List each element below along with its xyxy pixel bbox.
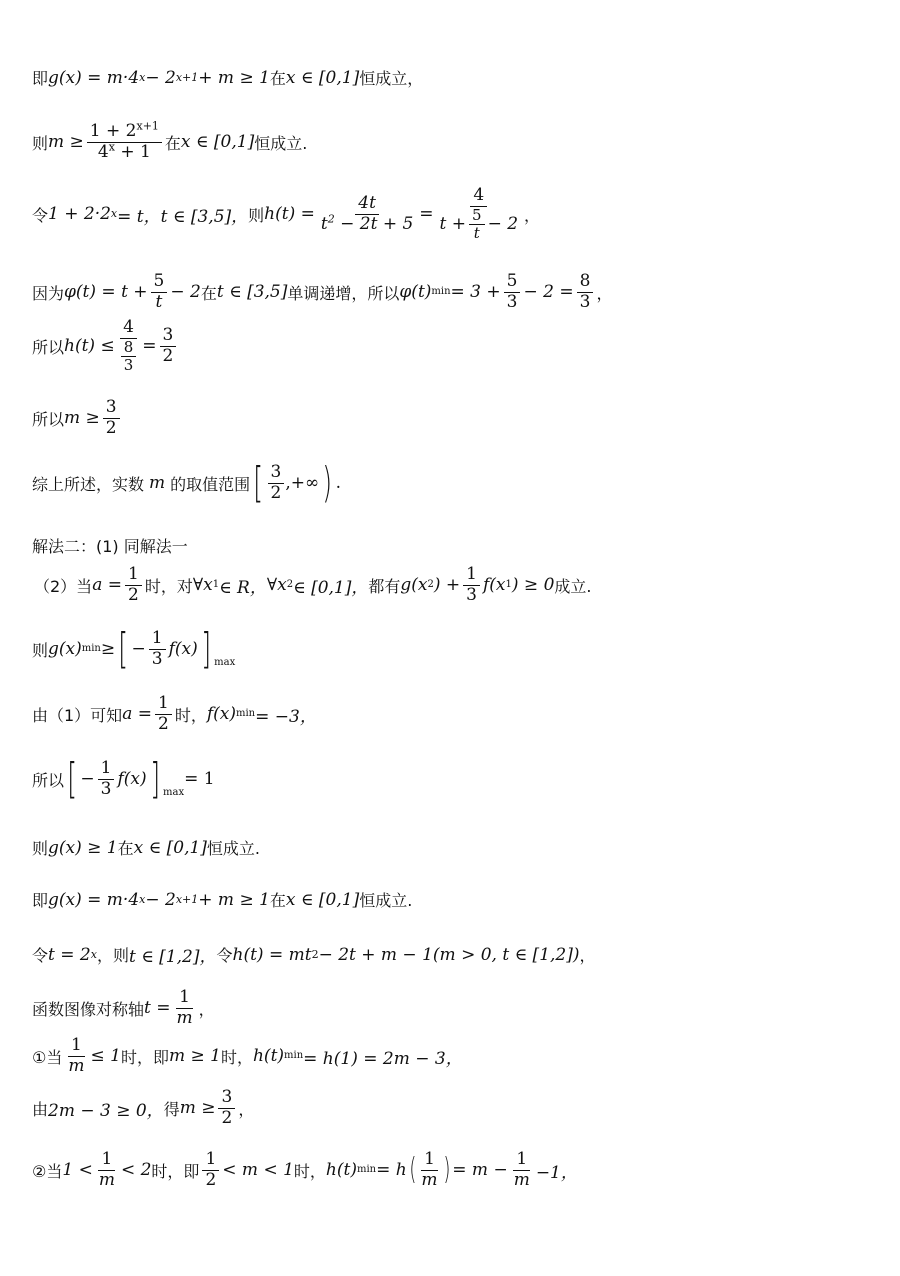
math: ≤ 1	[90, 1046, 121, 1067]
text: 则	[32, 839, 49, 858]
text: 则	[32, 640, 49, 660]
math: x ∈ [0,1]	[285, 889, 360, 910]
math: = h	[376, 1160, 407, 1181]
math: m	[149, 473, 166, 493]
math: g(x) ≥ 1	[48, 837, 118, 858]
text: 即	[32, 891, 49, 910]
text: 时，	[220, 1047, 253, 1067]
fraction: $\frac{1}{m}$	[513, 1149, 530, 1190]
text: ，	[198, 999, 215, 1019]
math: f(x	[483, 575, 506, 596]
line-16	[32, 988, 215, 1028]
math: = 1	[184, 769, 215, 789]
text: 在	[269, 69, 286, 88]
math: =	[142, 336, 157, 357]
math: ∀x	[266, 575, 287, 596]
left-bracket: [	[253, 458, 264, 507]
line-13	[32, 836, 260, 859]
text: ，	[238, 1099, 255, 1119]
math: g(x) = m·4	[48, 889, 140, 910]
text: 在	[117, 839, 134, 858]
line-9: （2）当 a = $\frac{1}{2}$ 时，对 ∀x 1 ∈ R， ∀x 2 ∈ [0,1]， 都有 g(x 2 ) + $\frac{1}{3}$ f(x 1 ) ≥ 0 成立.	[34, 564, 592, 605]
math: m ≥	[179, 1098, 216, 1119]
math: = 3 +	[450, 282, 501, 303]
math: t ∈ [1,2]，	[128, 947, 217, 967]
fraction: $\frac{1}{m}$	[421, 1149, 438, 1190]
fraction: $\frac{1}{3}$	[463, 565, 480, 605]
text: 成立.	[554, 576, 592, 596]
text: 解法二：(1) 同解法一	[32, 537, 188, 556]
text: 令	[216, 946, 233, 965]
left-paren: (	[409, 1152, 417, 1188]
math: 2m − 3 ≥ 0，	[48, 1100, 164, 1121]
math: g(x)	[48, 639, 82, 659]
fraction: $\frac{3}{2}$	[268, 463, 285, 503]
math: + m ≥ 1	[198, 67, 270, 88]
line-3: 令 1 + 2·2 x = t，t ∈ [3,5]， 则 h(t) = $\frac{4t}{t^2 - 2t + 5}$ = 4 t + $\frac{5}{t}$ − 2 ，	[32, 185, 541, 242]
text: 所以	[32, 337, 65, 357]
text: 时，	[293, 1161, 326, 1181]
fraction: $\frac{1}{2}$	[202, 1150, 219, 1190]
fraction: $\frac{4t}{t^2 - 2t + 5}$	[320, 192, 414, 234]
math: ,+∞	[285, 473, 320, 493]
fraction: $\frac{3}{2}$	[160, 326, 177, 366]
text: 综上所述，实数	[32, 474, 145, 494]
math: ≥	[100, 639, 116, 659]
line-19: ②当 1 < $\frac{1}{m}$ < 2 时，即 $\frac{1}{2}$ < m < 1 时， h(t) min = h ( $\frac{1}{m}$ ) = m − $\frac{1}{m}$ −1，	[32, 1149, 578, 1190]
math: =	[419, 204, 434, 225]
math: −1，	[535, 1162, 578, 1183]
text: 即	[32, 69, 49, 88]
math: φ(t) = t +	[64, 282, 148, 303]
math: + m ≥ 1	[198, 889, 270, 910]
math: .	[335, 473, 341, 493]
math: = t，t ∈ [3,5]，	[117, 206, 249, 227]
line-11: 由（1）可知 a = $\frac{1}{2}$ 时， f(x) min = −3，	[32, 693, 317, 734]
text: （2）当	[34, 576, 93, 596]
text: 恒成立.	[206, 839, 261, 858]
math: h(t) =	[264, 204, 315, 225]
math: ∀x	[192, 575, 213, 596]
line-18	[32, 1088, 254, 1128]
right-paren: )	[442, 1152, 450, 1188]
text: 时，即	[120, 1047, 169, 1067]
text: 则	[248, 205, 265, 225]
line-1: 即 g(x) = m·4 x − 2 x+1 + m ≥ 1 在 x ∈ [0,1] 恒成立，	[32, 67, 424, 88]
fraction: $\frac{1}{3}$	[98, 759, 115, 799]
text: 则	[32, 133, 49, 153]
line-10: 则 g(x) min ≥ [ − $\frac{1}{3}$ f(x) ] $_{max}$	[32, 624, 236, 673]
text: 单调递增，所以	[287, 283, 400, 303]
math: t = 2	[48, 944, 91, 965]
text: ，	[579, 946, 596, 965]
math: m ≥	[48, 132, 84, 153]
math: −	[131, 639, 146, 659]
line-8	[32, 534, 188, 557]
text: 恒成立，	[359, 69, 424, 88]
fraction: $\frac{1}{m}$	[98, 1149, 115, 1190]
math: a =	[92, 575, 122, 596]
line-15: 令 t = 2 x ，则 t ∈ [1,2]， 令 h(t) = mt 2 − 2t + m − 1 (m > 0, t ∈ [1,2]) ，	[32, 942, 596, 967]
math: − 2	[145, 889, 176, 910]
line-4: 因为 φ(t) = t + $\frac{5}{t}$ − 2 在 t ∈ [3,5] 单调递增，所以 φ(t) min = 3 + $\frac{5}{3}$ − 2 = $\frac{8}{3}$ ，	[32, 271, 613, 312]
text: 在	[164, 133, 181, 153]
text: 令	[32, 205, 49, 225]
math: φ(t)	[399, 282, 432, 303]
line-6	[32, 398, 123, 438]
right-bracket: ]	[149, 754, 160, 803]
fraction: $\frac{1}{3}$	[149, 629, 166, 669]
text: ，	[596, 283, 613, 303]
math: < m < 1	[222, 1160, 294, 1181]
fraction: $\frac{5}{t}$	[151, 272, 168, 312]
math: m ≥ 1	[168, 1046, 221, 1067]
text: ，则	[96, 946, 129, 965]
math: g(x	[400, 575, 428, 596]
text: 恒成立.	[359, 891, 413, 910]
math: (m > 0, t ∈ [1,2])	[432, 944, 580, 965]
fraction: $\frac{5}{3}$	[504, 272, 521, 312]
text: 时，对	[144, 576, 193, 596]
right-bracket: ]	[201, 624, 211, 673]
math: t =	[144, 998, 171, 1019]
text: ①当	[32, 1047, 63, 1067]
math: ) ≥ 0	[511, 575, 555, 596]
math: t ∈ [3,5]	[216, 282, 288, 303]
math: − 2 =	[523, 282, 574, 303]
left-bracket: [	[118, 624, 129, 673]
fraction: $\frac{3}{2}$	[103, 398, 120, 438]
fraction: $\frac{8}{3}$	[577, 272, 594, 312]
math: x ∈ [0,1]	[180, 132, 255, 153]
math: 1 <	[62, 1160, 93, 1181]
text: 得	[163, 1099, 180, 1119]
math: = −3，	[255, 706, 317, 727]
math: f(x)	[168, 639, 198, 659]
fraction: $\frac{1 + 2^{x+1}}{4^x + 1}$	[87, 122, 162, 162]
text: 所以	[32, 409, 65, 429]
math: < 2	[120, 1160, 152, 1181]
text: 都有	[368, 576, 401, 596]
math: −	[80, 769, 95, 789]
math: m ≥	[64, 408, 100, 429]
math: − 2	[170, 282, 201, 303]
fraction: $\frac{3}{2}$	[218, 1088, 235, 1128]
text: 时，	[174, 705, 207, 725]
text: 时，即	[151, 1161, 200, 1181]
math: h(t)	[252, 1046, 285, 1067]
text: 恒成立.	[254, 133, 308, 153]
fraction: $\frac{1}{2}$	[155, 694, 172, 734]
fraction: $\frac{1}{2}$	[125, 565, 142, 605]
math: ∈ [0,1]，	[293, 577, 369, 598]
math: x ∈ [0,1]	[285, 67, 360, 88]
math: − 2	[145, 67, 176, 88]
math: f(x)	[206, 704, 236, 725]
text: 的取值范围	[170, 474, 251, 494]
text: 因为	[32, 283, 65, 303]
line-5	[32, 318, 179, 374]
line-12: 所以 [ − $\frac{1}{3}$ f(x) ] $_{max}$ = 1	[32, 754, 215, 803]
fraction: $\frac{1}{m}$	[176, 987, 193, 1028]
math: x ∈ [0,1]	[133, 837, 207, 858]
left-bracket: [	[67, 754, 78, 803]
math: h(t) = mt	[232, 944, 312, 965]
line-2	[32, 119, 308, 162]
math: a =	[122, 704, 152, 725]
math: = h(1) = 2m − 3，	[303, 1048, 463, 1069]
fraction: 4 t + $\frac{5}{t}$ − 2	[439, 185, 519, 242]
fraction: $\frac{1}{m}$	[68, 1035, 85, 1076]
line-14: 即 g(x) = m·4 x − 2 x+1 + m ≥ 1 在 x ∈ [0,1] 恒成立.	[32, 889, 413, 910]
text: ，	[524, 205, 541, 225]
math: ∈ R，	[219, 577, 267, 598]
math: g(x) = m·4	[48, 67, 140, 88]
math: − 2t + m − 1	[318, 944, 433, 965]
text: ②当	[32, 1161, 63, 1181]
math: h(t) ≤	[64, 336, 115, 357]
text: 函数图像对称轴	[32, 999, 145, 1019]
text: 令	[32, 946, 49, 965]
text: 由	[32, 1099, 49, 1119]
line-7	[32, 458, 341, 507]
math: 1 + 2·2	[48, 204, 111, 225]
text: 在	[200, 283, 217, 303]
math: ) +	[433, 575, 461, 596]
math: f(x)	[117, 769, 147, 789]
math: = m −	[452, 1160, 508, 1181]
text: 在	[269, 891, 286, 910]
right-paren: )	[322, 458, 333, 507]
line-17: ①当 $\frac{1}{m}$ ≤ 1 时，即 m ≥ 1 时， h(t) min = h(1) = 2m − 3，	[32, 1035, 463, 1076]
math: h(t)	[325, 1160, 357, 1181]
text: 所以	[32, 770, 65, 790]
text: 由（1）可知	[32, 705, 123, 725]
fraction: $\frac{4}{\frac{8}{3}}$	[118, 318, 140, 374]
